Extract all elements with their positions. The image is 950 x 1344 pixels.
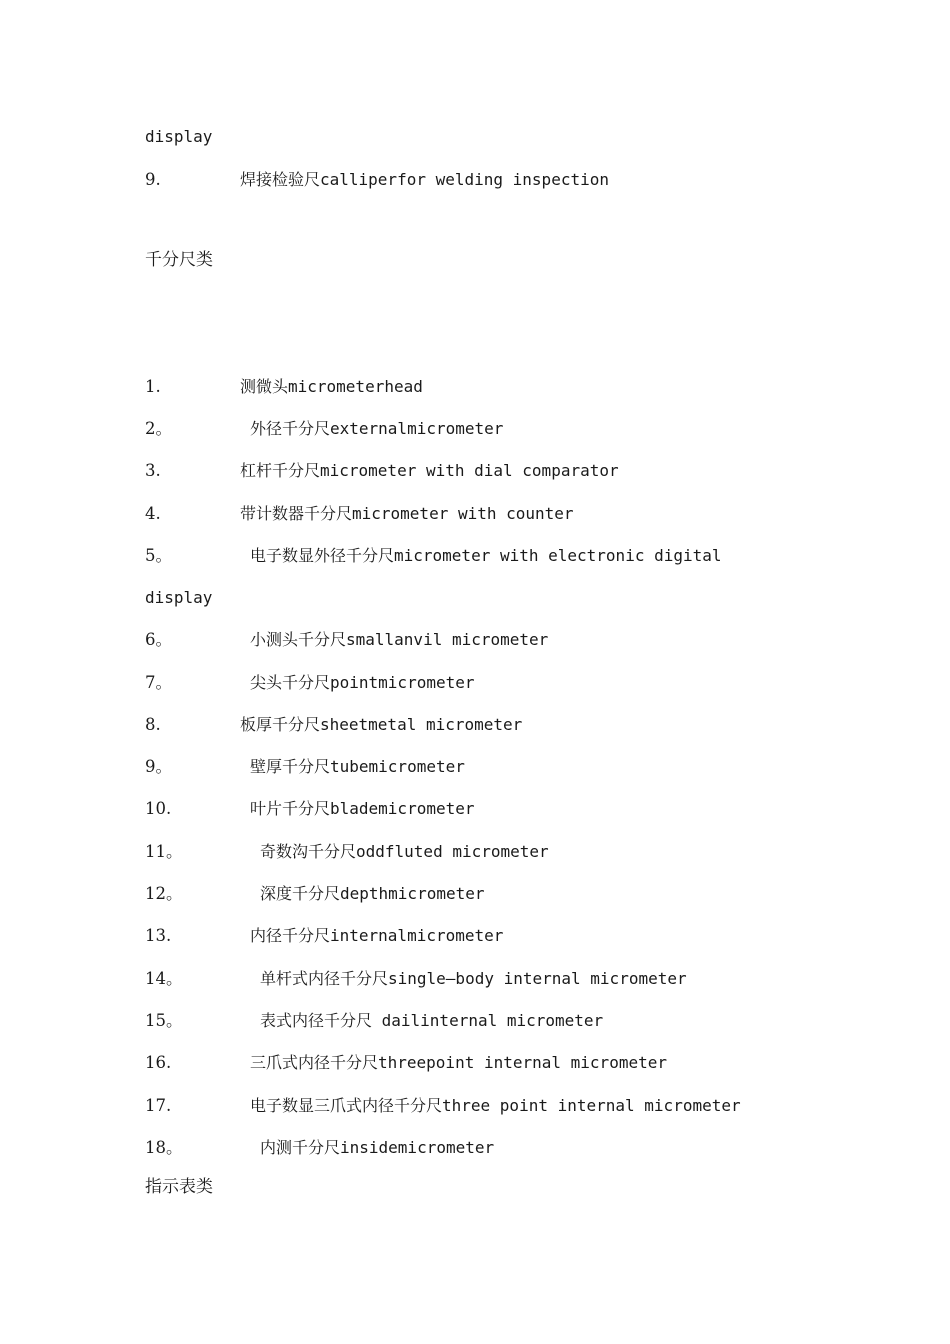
item-number: 5。 — [145, 546, 172, 565]
list-item — [145, 546, 722, 566]
item-text: 电子数显外径千分尺micrometer with electronic digital — [250, 546, 722, 565]
item-number: 4. — [145, 504, 161, 523]
item-number: 18。 — [145, 1138, 183, 1157]
wrapped-text-line: display — [145, 127, 213, 146]
item-number: 12。 — [145, 884, 183, 903]
item-text: 深度千分尺depthmicrometer — [260, 884, 485, 903]
wrapped-text-line: display — [145, 588, 213, 607]
list-item — [145, 1096, 741, 1116]
item-text: 测微头micrometerhead — [240, 377, 423, 396]
item-number: 9. — [145, 170, 161, 189]
item-text: 外径千分尺externalmicrometer — [250, 419, 504, 438]
item-text: 杠杆千分尺micrometer with dial comparator — [240, 461, 619, 480]
item-number: 6。 — [145, 630, 172, 649]
item-text: 三爪式内径千分尺threepoint internal micrometer — [250, 1053, 667, 1072]
list-item — [145, 461, 619, 481]
list-item — [145, 170, 609, 190]
list-item — [145, 926, 504, 946]
list-item — [145, 1138, 495, 1158]
item-number: 17. — [145, 1096, 172, 1115]
list-item — [145, 673, 475, 693]
list-item — [145, 377, 423, 397]
item-number: 16. — [145, 1053, 172, 1072]
item-number: 7。 — [145, 673, 172, 692]
item-text: 表式内径千分尺 dailinternal micrometer — [260, 1011, 604, 1030]
item-text: 板厚千分尺sheetmetal micrometer — [240, 715, 523, 734]
item-text: 壁厚千分尺tubemicrometer — [250, 757, 465, 776]
item-number: 2。 — [145, 419, 172, 438]
list-item — [145, 969, 687, 989]
list-item — [145, 1053, 667, 1073]
item-text: 叶片千分尺blademicrometer — [250, 799, 475, 818]
item-text: 尖头千分尺pointmicrometer — [250, 673, 475, 692]
section-heading-micrometer: 千分尺类 — [145, 250, 213, 270]
list-item — [145, 842, 549, 862]
item-text: 焊接检验尺calliperfor welding inspection — [240, 170, 609, 189]
list-item — [145, 419, 504, 439]
section-heading-indicator: 指示表类 — [145, 1177, 213, 1197]
item-text: 电子数显三爪式内径千分尺three point internal micrometer — [250, 1096, 741, 1115]
list-item — [145, 799, 475, 819]
item-number: 3. — [145, 461, 161, 480]
list-item — [145, 715, 523, 735]
item-number: 14。 — [145, 969, 183, 988]
item-number: 15。 — [145, 1011, 183, 1030]
list-item — [145, 504, 574, 524]
item-number: 9。 — [145, 757, 172, 776]
list-item — [145, 757, 465, 777]
item-text: 小测头千分尺smallanvil micrometer — [250, 630, 549, 649]
list-item — [145, 630, 549, 650]
item-text: 单杆式内径千分尺single—body internal micrometer — [260, 969, 687, 988]
item-text: 内径千分尺internalmicrometer — [250, 926, 504, 945]
list-item — [145, 1011, 604, 1031]
item-number: 8. — [145, 715, 161, 734]
item-text: 带计数器千分尺micrometer with counter — [240, 504, 574, 523]
item-number: 13. — [145, 926, 172, 945]
item-number: 1. — [145, 377, 161, 396]
item-text: 内测千分尺insidemicrometer — [260, 1138, 495, 1157]
item-number: 10. — [145, 799, 172, 818]
item-text: 奇数沟千分尺oddfluted micrometer — [260, 842, 549, 861]
list-item — [145, 884, 485, 904]
item-number: 11。 — [145, 842, 183, 861]
